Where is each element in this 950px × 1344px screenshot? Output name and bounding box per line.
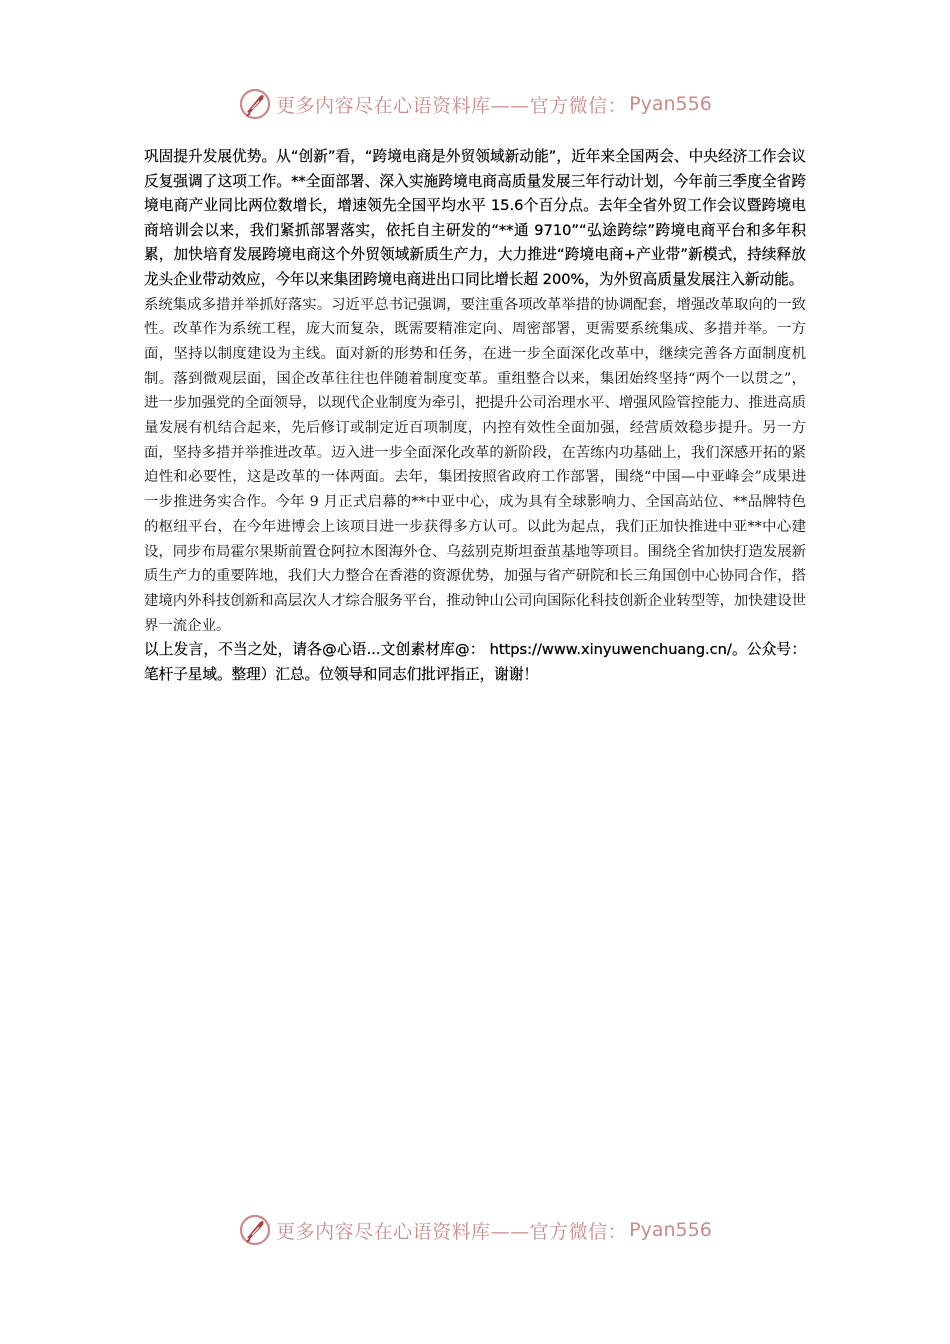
- quill-pen-logo-icon: [238, 87, 272, 121]
- footer-watermark: [0, 1210, 950, 1250]
- paragraph-closing-remarks: 以上发言，不当之处，请各@心语...文创素材库@： https://www.xinyuwenchuang.cn/。公众号：笔杆子星域。整理）汇总。位领导和同志们批评指正，谢谢！: [144, 641, 806, 683]
- watermark-wechat-id: Pyan556: [629, 1219, 712, 1241]
- watermark-text: 更多内容尽在心语资料库——官方微信：: [276, 1220, 628, 1243]
- quill-pen-logo-icon: [238, 1213, 272, 1247]
- paragraph-system-integration: 系统集成多措并举抓好落实。习近平总书记强调，要注重各项改革举措的协调配套，增强改革取向的一致性。改革作为系统工程，庞大而复杂，既需要精准定向、周密部署，更需要系统集成、多措并举。一方面，坚持以制度建设为主线。面对新的形势和任务，在进一步全面深化改革中，继续完善各方面制度机制。落到微观层面，国企改革往往也伴随着制度变革。重组整合以来，集团始终坚持“两个一以贯之”，进一步加强党的全面领导，以现代企业制度为牵引，把提升公司治理水平、增强风险管控能力、推进高质量发展有机结合起来，先后修订或制定近百项制度，内控有效性全面加强，经营质效稳步提升。另一方面，坚持多措并举推进改革。迈入进一步全面深化改革的新阶段，在苦练内功基础上，我们深感开拓的紧迫性和必要性，这是改革的一体两面。去年，集团按照省政府工作部署，围绕“中国—中亚峰会”成果进一步推进务实合作。今年 9 月正式启幕的**中亚中心，成为具有全球影响力、全国高站位、**品牌特色的枢纽平台，在今年进博会上该项目进一步获得多方认可。以此为起点，我们正加快推进中亚**中心建设，同步布局霍尔果斯前置仓阿拉木图海外仓、乌兹别克斯坦蚕茧基地等项目。围绕全省加快打造发展新质生产力的重要阵地，我们大力整合在香港的资源优势，加强与省产研院和长三角国创中心协同合作，搭建境内外科技创新和高层次人才综合服务平台，推动钟山公司向国际化科技创新企业转型等，加快建设世界一流企业。: [144, 296, 806, 634]
- document-body: [144, 145, 806, 688]
- watermark-text: 更多内容尽在心语资料库——官方微信：: [276, 94, 628, 117]
- watermark-wechat-id: Pyan556: [629, 93, 712, 115]
- paragraph-cross-border-ecommerce: 巩固提升发展优势。从“创新”看，“跨境电商是外贸领域新动能”，近年来全国两会、中央经济工作会议反复强调了这项工作。**全面部署、深入实施跨境电商高质量发展三年行动计划，今年前三季度全省跨境电商产业同比两位数增长，增速领先全国平均水平 15.6个百分点。去年全省外贸工作会议暨跨境电商培训会以来，我们紧抓部署落实，依托自主研发的“**通 9710”“弘途跨综”跨境电商平台和多年积累，加快培育发展跨境电商这个外贸领域新质生产力，大力推进“跨境电商+产业带”新模式，持续释放龙头企业带动效应，今年以来集团跨境电商进出口同比增长超 200%，为外贸高质量发展注入新动能。: [144, 148, 806, 288]
- header-watermark: [0, 84, 950, 124]
